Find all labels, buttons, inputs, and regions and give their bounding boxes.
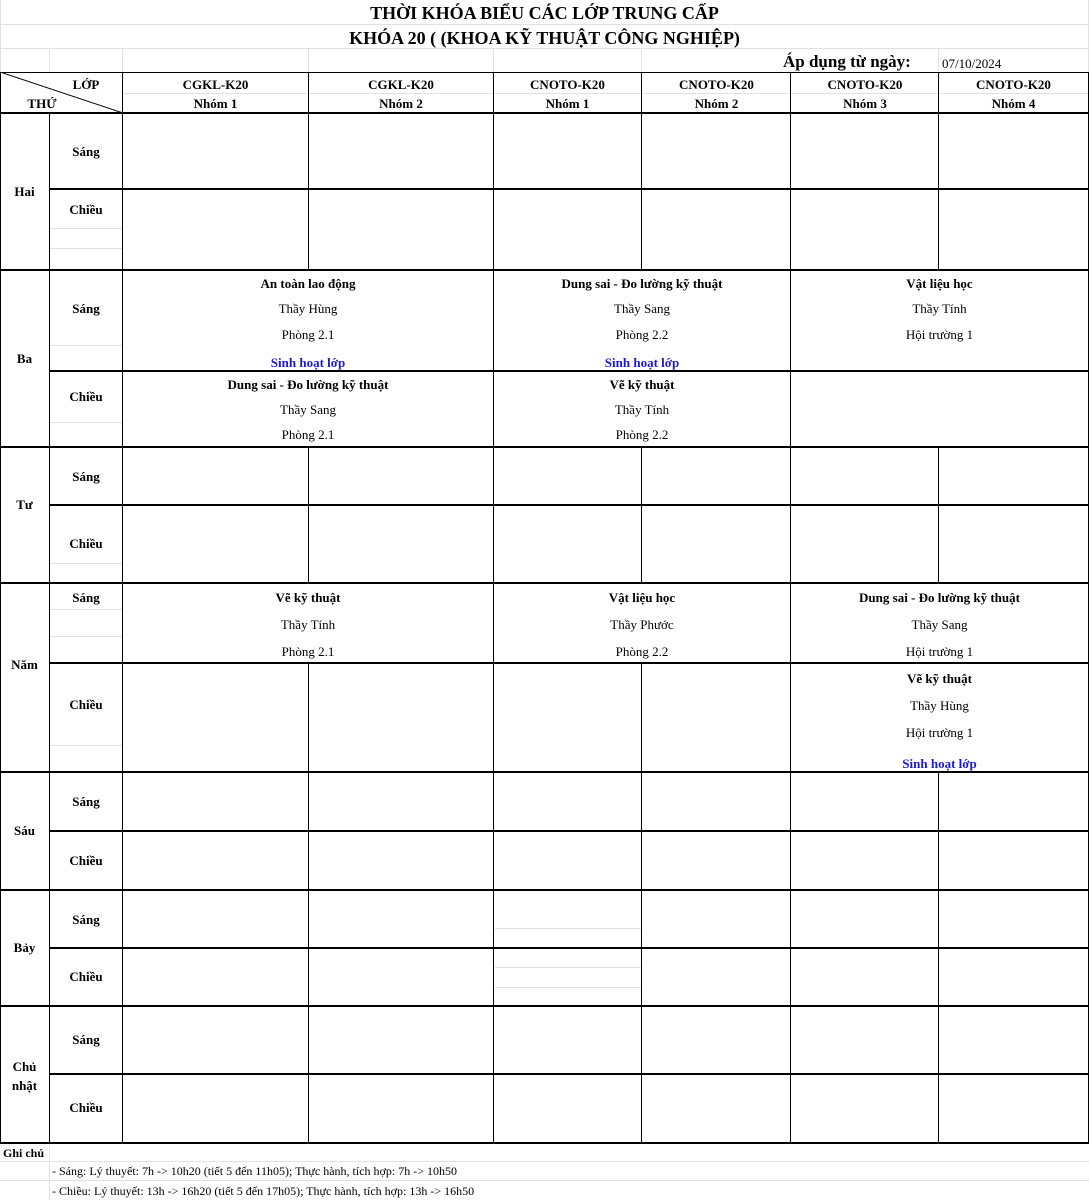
day-label: Ba (16, 351, 33, 366)
class-header-group: Nhóm 1 (193, 96, 238, 111)
table-border (493, 663, 494, 772)
table-border (50, 662, 1089, 664)
table-border (50, 830, 1089, 832)
gridline (308, 48, 309, 72)
gridline (50, 422, 122, 423)
table-border (0, 112, 1089, 114)
table-border (641, 113, 642, 270)
class-axis-label: LỚP (72, 77, 100, 92)
gridline (0, 1180, 1089, 1181)
table-border (641, 72, 642, 113)
slot-teacher: Thầy Hùng (278, 301, 338, 316)
session-label-morning: Sáng (72, 590, 100, 605)
day-label: Sáu (14, 823, 35, 838)
table-border (50, 947, 1089, 949)
table-border (50, 504, 1089, 506)
class-header-group: Nhóm 3 (843, 96, 887, 111)
table-border (50, 188, 1089, 190)
slot-teacher: Thầy Tính (912, 301, 967, 316)
table-border (0, 72, 1089, 73)
day-label: Chủ nhật (11, 1059, 38, 1093)
table-border (790, 72, 791, 113)
notes-morning: - Sáng: Lý thuyết: 7h -> 10h20 (tiết 5 đến 11h05); Thực hành, tích hợp: 7h -> 10h50 (52, 1164, 457, 1178)
gridline (50, 636, 122, 637)
slot-subject: Dung sai - Đo lường kỹ thuật (227, 377, 389, 392)
class-header-group: Nhóm 2 (379, 96, 423, 111)
session-label-morning: Sáng (72, 144, 100, 159)
table-border (0, 1142, 1089, 1144)
gridline (495, 967, 641, 968)
slot-subject: Dung sai - Đo lường kỹ thuật (859, 590, 1020, 605)
slot-teacher: Thầy Sang (280, 402, 336, 417)
class-header-name: CNOTO-K20 (679, 77, 754, 92)
session-label-afternoon: Chiều (69, 697, 103, 712)
slot-room: Hội trường 1 (905, 644, 974, 659)
table-border (493, 772, 494, 1143)
table-border (0, 1005, 1089, 1007)
notes-afternoon: - Chiều: Lý thuyết: 13h -> 16h20 (tiết 5 đến 17h05); Thực hành, tích hợp: 13h -> 16h50 (52, 1184, 475, 1198)
gridline (495, 928, 641, 929)
gridline (50, 745, 122, 746)
table-border (641, 663, 642, 772)
gridline (50, 345, 122, 346)
table-border (493, 113, 494, 270)
table-border (0, 889, 1089, 891)
schedule-title: THỜI KHÓA BIỂU CÁC LỚP TRUNG CẤP (370, 3, 719, 23)
class-header-name: CNOTO-K20 (976, 77, 1051, 92)
table-border (938, 772, 939, 1143)
session-label-morning: Sáng (72, 1032, 100, 1047)
table-border (493, 447, 494, 583)
table-border (790, 113, 791, 270)
table-border (938, 113, 939, 270)
gridline (50, 609, 122, 610)
table-border (493, 72, 494, 113)
table-border (0, 446, 1089, 448)
table-border (0, 269, 1089, 271)
gridline (50, 248, 122, 249)
session-label-morning: Sáng (72, 301, 100, 316)
table-border (308, 772, 309, 1143)
session-label-morning: Sáng (72, 912, 100, 927)
table-border (641, 447, 642, 583)
slot-room: Phòng 2.1 (281, 327, 335, 342)
apply-date-value: 07/10/2024 (942, 56, 1002, 71)
table-border (938, 447, 939, 583)
class-header-group: Nhóm 2 (694, 96, 739, 111)
table-border (50, 1073, 1089, 1075)
class-header-name: CNOTO-K20 (530, 77, 605, 92)
gridline (938, 48, 939, 72)
notes-label: Ghi chú (3, 1146, 45, 1160)
table-border (790, 447, 791, 583)
slot-class-meeting: Sinh hoạt lớp (270, 355, 346, 370)
gridline (495, 987, 641, 988)
table-border (0, 72, 1, 1143)
table-border (122, 72, 123, 1143)
slot-class-meeting: Sinh hoạt lớp (902, 756, 977, 771)
class-header-group: Nhóm 4 (991, 96, 1036, 111)
class-header-name: CNOTO-K20 (827, 77, 903, 92)
slot-subject: Vẽ kỹ thuật (906, 671, 972, 686)
table-border (0, 582, 1089, 584)
slot-room: Phòng 2.2 (615, 327, 669, 342)
slot-teacher: Thầy Sang (614, 301, 670, 316)
table-border (308, 447, 309, 583)
session-label-morning: Sáng (72, 794, 100, 809)
gridline (49, 48, 50, 72)
table-border (938, 72, 939, 113)
slot-teacher: Thầy Hùng (910, 698, 969, 713)
slot-subject: Vật liệu học (906, 276, 973, 291)
session-label-afternoon: Chiều (69, 536, 103, 551)
day-label: Tư (16, 497, 33, 512)
class-header-name: CGKL-K20 (182, 77, 249, 92)
gridline (123, 93, 1088, 94)
gridline (122, 48, 123, 72)
table-border (49, 113, 50, 1143)
slot-subject: Dung sai - Đo lường kỹ thuật (561, 276, 723, 291)
table-border (308, 113, 309, 270)
session-label-afternoon: Chiều (69, 853, 103, 868)
session-label-afternoon: Chiều (69, 969, 103, 984)
slot-class-meeting: Sinh hoạt lớp (604, 355, 680, 370)
slot-subject: An toàn lao động (260, 276, 356, 291)
gridline (50, 563, 122, 564)
slot-room: Hội trường 1 (905, 327, 974, 342)
gridline (493, 48, 494, 72)
day-label: Bảy (13, 940, 36, 955)
day-label: Hai (14, 184, 35, 199)
slot-room: Phòng 2.2 (615, 427, 669, 442)
session-label-afternoon: Chiều (69, 389, 103, 404)
table-border (308, 663, 309, 772)
day-label: Năm (11, 657, 38, 672)
slot-room: Phòng 2.1 (281, 427, 335, 442)
slot-room: Phòng 2.2 (615, 644, 669, 659)
session-label-afternoon: Chiều (69, 202, 103, 217)
apply-date-label: Áp dụng từ ngày: (783, 52, 911, 71)
slot-teacher: Thầy Phước (610, 617, 674, 632)
session-label-afternoon: Chiều (69, 1100, 103, 1115)
gridline (0, 1161, 1089, 1162)
schedule-subtitle: KHÓA 20 ( (KHOA KỸ THUẬT CÔNG NGHIỆP) (349, 28, 740, 48)
table-border (641, 772, 642, 1143)
slot-room: Hội trường 1 (905, 725, 974, 740)
gridline (641, 48, 642, 72)
slot-subject: Vẽ kỹ thuật (275, 590, 341, 605)
table-border (308, 72, 309, 113)
slot-teacher: Thầy Tính (614, 402, 670, 417)
gridline (49, 1143, 50, 1200)
class-header-name: CGKL-K20 (368, 77, 434, 92)
table-border (790, 772, 791, 1143)
day-axis-label: THỨ (27, 96, 57, 111)
slot-teacher: Thầy Sang (911, 617, 968, 632)
session-label-morning: Sáng (72, 469, 100, 484)
slot-subject: Vật liệu học (608, 590, 676, 605)
gridline (0, 24, 1089, 25)
class-header-group: Nhóm 1 (545, 96, 590, 111)
slot-room: Phòng 2.1 (281, 644, 335, 659)
slot-teacher: Thầy Tính (280, 617, 336, 632)
slot-subject: Vẽ kỹ thuật (609, 377, 675, 392)
table-border (790, 270, 791, 447)
gridline (50, 228, 122, 229)
